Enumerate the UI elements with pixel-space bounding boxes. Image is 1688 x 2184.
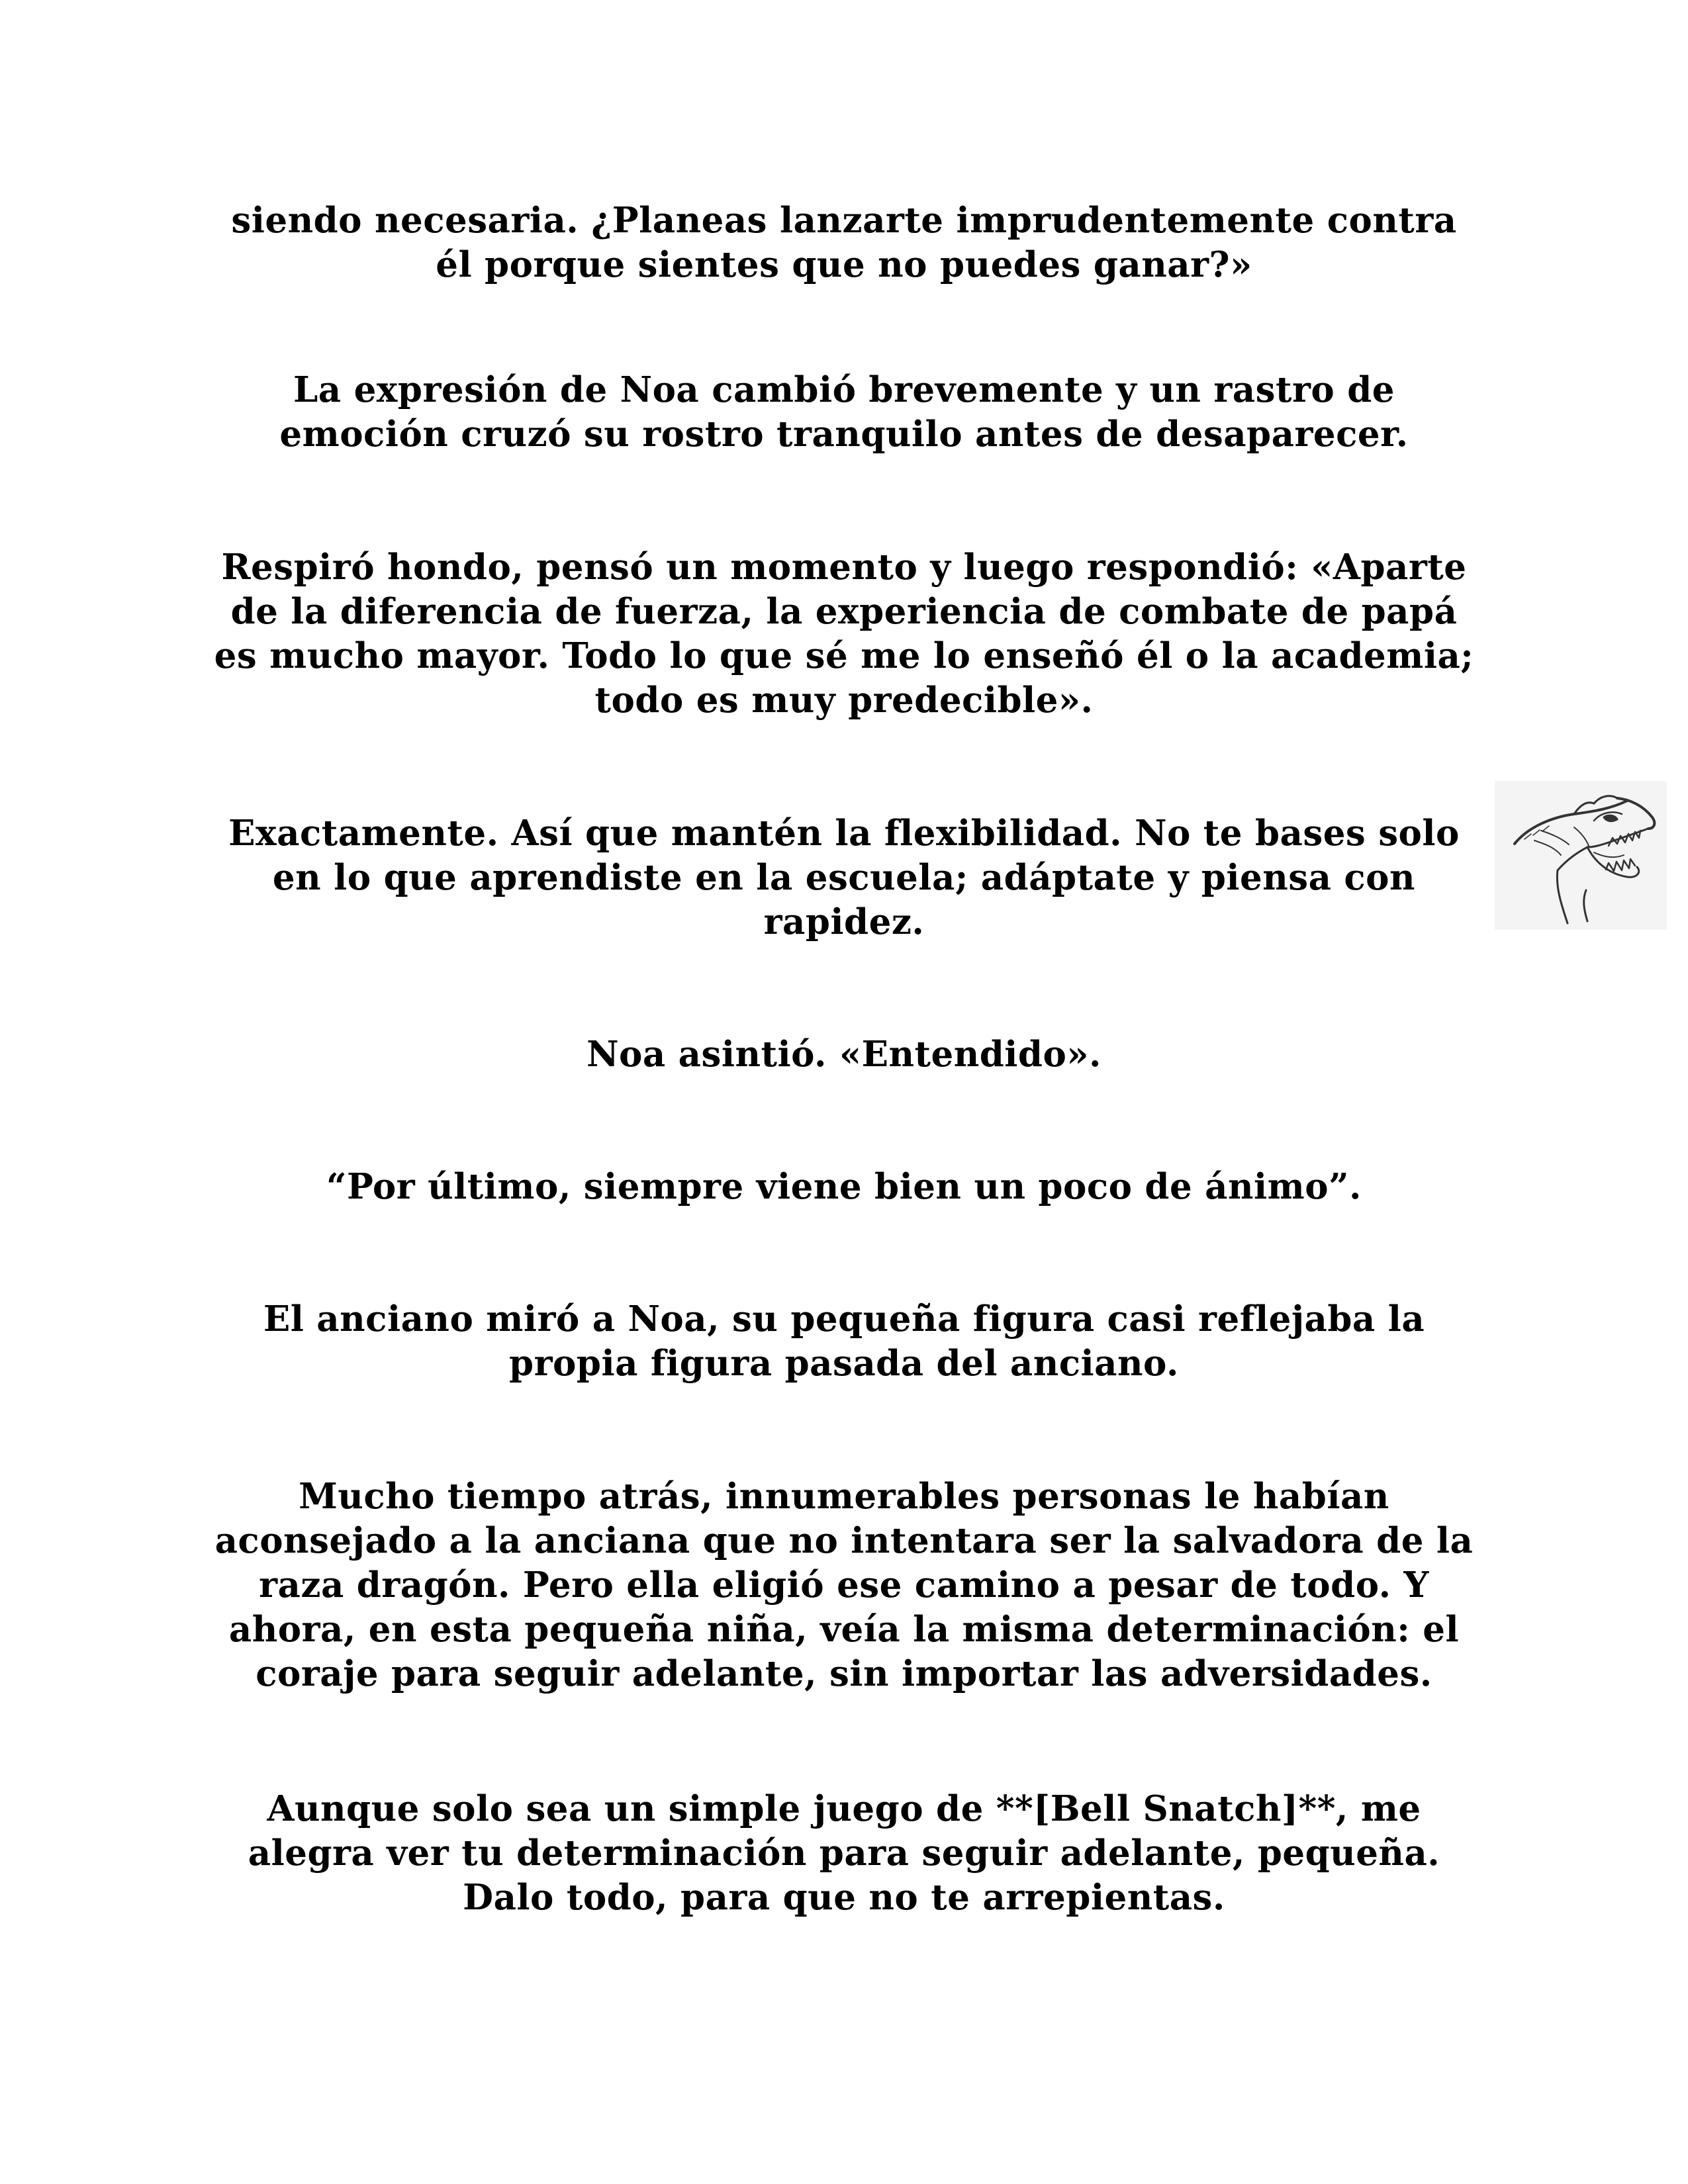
paragraph-line: Dalo todo, para que no te arrepientas.: [463, 1877, 1225, 1918]
paragraph-line: alegra ver tu determinación para seguir adelante, pequeña.: [248, 1833, 1440, 1874]
paragraph-line: de la diferencia de fuerza, la experiencia de combate de papá: [230, 591, 1458, 632]
paragraph-line: todo es muy predecible».: [594, 680, 1094, 721]
paragraph-5: [199, 1032, 1489, 1077]
paragraph-line: coraje para seguir adelante, sin importar las adversidades.: [256, 1653, 1432, 1694]
paragraph-4: [199, 811, 1489, 944]
paragraph-3: [199, 545, 1489, 723]
paragraph-line: propia figura pasada del anciano.: [509, 1343, 1179, 1384]
dragon-head-sketch-icon: [1495, 781, 1667, 930]
paragraph-line: La expresión de Noa cambió brevemente y un rastro de: [293, 369, 1395, 410]
paragraph-line: Mucho tiempo atrás, innumerables personas le habían: [299, 1476, 1389, 1517]
paragraph-line: aconsejado a la anciana que no intentara ser la salvadora de la: [214, 1520, 1474, 1561]
paragraph-1: [199, 199, 1489, 287]
paragraph-line: ahora, en esta pequeña niña, veía la misma determinación: el: [228, 1609, 1460, 1650]
paragraph-line: “Por último, siempre viene bien un poco de ánimo”.: [326, 1166, 1362, 1207]
paragraph-line: Aunque solo sea un simple juego de **[Bell Snatch]**, me: [267, 1788, 1421, 1829]
paragraph-8: [199, 1475, 1489, 1696]
paragraph-line: en lo que aprendiste en la escuela; adáptate y piensa con: [272, 857, 1416, 898]
paragraph-line: siendo necesaria. ¿Planeas lanzarte imprudentemente contra: [231, 200, 1457, 241]
paragraph-line: emoción cruzó su rostro tranquilo antes de desaparecer.: [279, 414, 1409, 455]
paragraph-line: raza dragón. Pero ella eligió ese camino a pesar de todo. Y: [259, 1565, 1429, 1606]
paragraph-2: [199, 368, 1489, 457]
paragraph-6: [199, 1165, 1489, 1209]
paragraph-7: [199, 1297, 1489, 1386]
paragraph-line: Respiró hondo, pensó un momento y luego respondió: «Aparte: [221, 547, 1467, 588]
paragraph-line: es mucho mayor. Todo lo que sé me lo enseñó él o la academia;: [214, 635, 1474, 676]
paragraph-line: Noa asintió. «Entendido».: [586, 1034, 1102, 1075]
paragraph-line: él porque sientes que no puedes ganar?»: [436, 244, 1252, 285]
paragraph-line: rapidez.: [763, 901, 925, 942]
paragraph-line: Exactamente. Así que mantén la flexibilidad. No te bases solo: [228, 813, 1460, 854]
paragraph-line: El anciano miró a Noa, su pequeña figura casi reflejaba la: [263, 1298, 1425, 1340]
paragraph-9: [199, 1787, 1489, 1920]
